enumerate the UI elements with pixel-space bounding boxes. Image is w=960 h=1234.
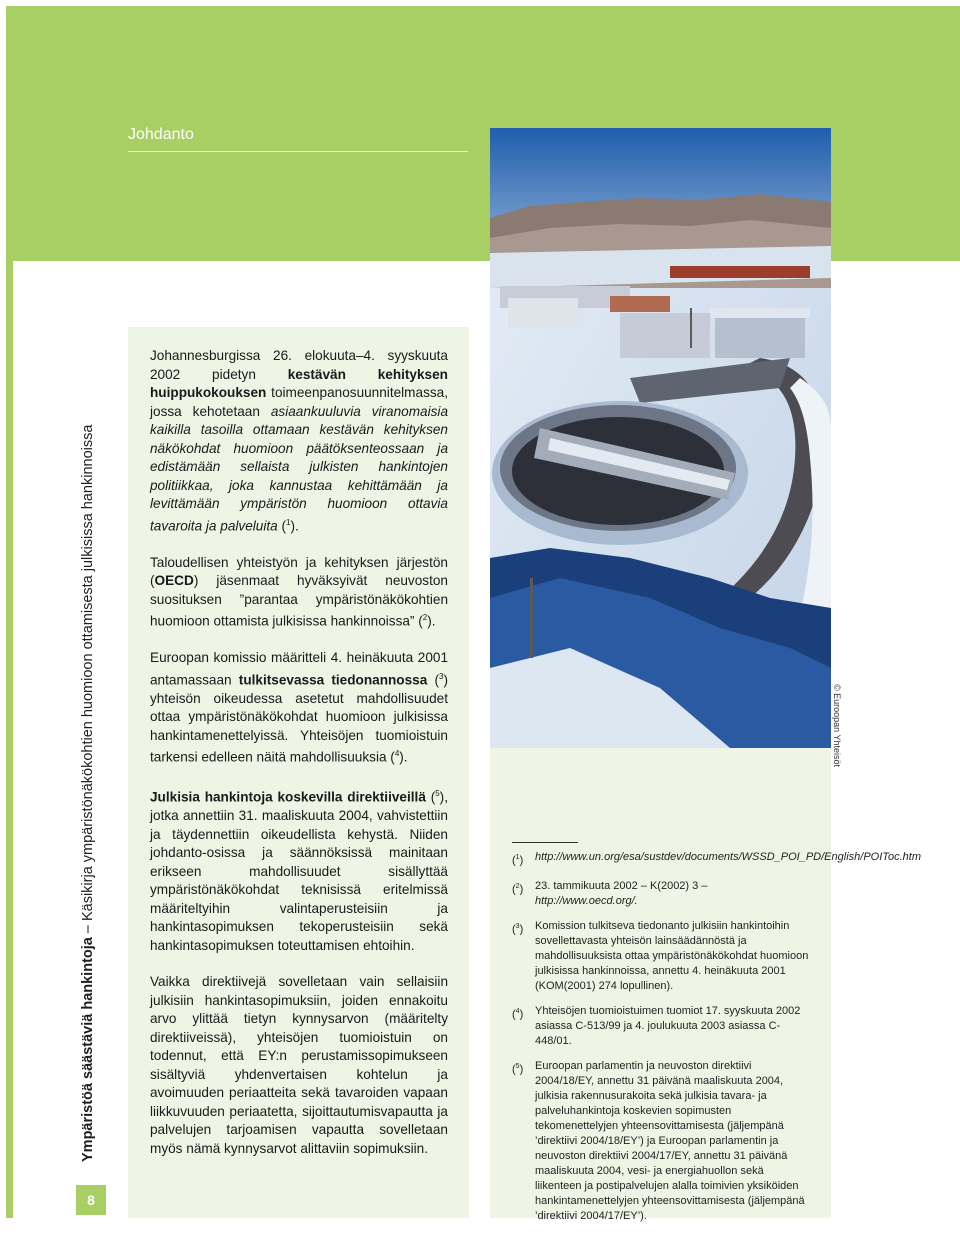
p1-italic-quote: asiaankuuluvia viranomaisia kaikilla tasoilla ottamaan kestävän kehityksen näkökohdat huomioon päätöksenteossaan ja edistämään sellaista julkisten hankintojen politiikkaa, joka kannustaa kehittämään ja levittämään ympäristön huomioon ottavia tavaroita ja palveluita [150,403,448,534]
footnote-body: 23. tammikuuta 2002 – K(2002) 3 – [535,879,708,892]
spine-title-bold: Ympäristöä säästäviä hankintoja [80,937,96,1162]
footnote-number: ($^1$) [512,854,524,867]
footnote-number-value: 3 [515,922,520,930]
section-title-rule [128,151,468,152]
main-text [150,347,448,1176]
footnote-2 [512,879,812,909]
paragraph-5: Vaikka direktiivejä sovelletaan vain sellaisiin julkisiin hankintasopimuksiin, joiden ennakoitu arvo ylittää tietyn kynnysarvon (määritelty direktiiveissä), yhteisöjen tuomioistuin on todennut, että EY:n perustamissopimukseen sisältyviä yhdenvertaisen kohtelun ja avoimuuden periaatteita sekä tavaroiden vapaan liikkuvuuden periaatetta, sijoittautumisvapautta ja palvelujen tarjoamisen vapautta sovelletaan myös nämä kynnysarvot alittaviin sopimuksiin. [150,974,448,1156]
footnote-text: Komission tulkitseva tiedonanto julkisiin hankintoihin sovellettavasta yhteisön lainsäädännöstä ja mahdollisuuksista ottaa ympäristönäkökohdat huomioon julkisissa hankinnoissa, annettu 4. heinäkuuta 2001 (KOM(2001) 274 lopullinen). [535,919,809,992]
footnote-number-value: 5 [515,1062,520,1070]
p1-bold: kestävän kehityksen huippukokouksen [150,366,448,400]
aerial-photo-image [490,128,831,748]
footnote-text [535,879,812,909]
paragraph-2 [150,554,448,632]
p4-text-c: ), jotka annettiin 31. maaliskuuta 2004, vahvistettiin ja täydennettiin oikeudellista kehystä. Niiden johdanto-osissa ja säännöksissä mainitaan erikseen mahdollisuudet sisällyttää ympäristönäkökohdat teknisissä eritelmissä määriteltyihin valintaperusteisiin ja hankintasopimuksen tekoperusteisiin sekä hankintasopimuksen toteuttamisen ehtoihin. [150,789,448,953]
footnote-ref-4: 4 [394,749,400,759]
footnote-ref-1: 1 [286,517,291,527]
photo-credit: © Euroopan Yhteisöt [832,684,842,768]
left-green-strip [6,261,13,1218]
paragraph-3 [150,649,448,767]
footnote-ref-3: 3 [439,671,444,681]
footnote-text: Euroopan parlamentin ja neuvoston direktiivi 2004/18/EY, annettu 31 päivänä maaliskuuta 2004, julkisia rakennusurakoita sekä julkisia tavara- ja palveluhankintoja koskevien sopimusten tekomenettelyjen yhteensovittamisesta (jäljempänä ’direktiivi 2004/18/EY’) ja Euroopan parlamentin ja neuvoston direktiivi 2004/17/EY, annettu 31 päivänä maaliskuuta 2004, vesi- ja energiahuollon sekä liikenteen ja postipalvelujen alalla toimivien yksiköiden hankintamenettelyjen yhteensovittamisesta (jäljempänä ’direktiivi 2004/17/EY’). [535,1059,805,1222]
footnote-link[interactable]: http://www.un.org/esa/sustdev/documents/WSSD_POI_PD/English/POIToc.htm [535,851,921,863]
aerial-photo [490,128,831,748]
p3-text-c: ( [427,672,439,688]
page-number: 8 [76,1185,106,1215]
footnote-number: ($^4$) [512,1007,524,1021]
p1-text-a: Johannesburgissa 26. elokuuta–4. syyskuuta 2002 pidetyn [150,348,448,382]
p2-bold-oecd: OECD [154,573,194,589]
footnote-text [535,850,921,869]
section-title: Johdanto [128,126,194,143]
footnote-text: Yhteisöjen tuomioistuimen tuomiot 17. syyskuuta 2002 asiassa C-513/99 ja 4. joulukuuta 2003 asiassa C-448/01. [535,1004,801,1047]
p1-text-e: ). [290,518,299,534]
footnote-link[interactable]: http://www.oecd.org/. [535,894,638,907]
footnote-4 [512,1004,812,1049]
paragraph-4 [150,785,448,955]
footnotes [512,850,921,1234]
footnote-number-value: 2 [515,882,520,890]
p1-text-c: toimeenpanosuunnitelmassa, jossa kehotetaan [150,385,448,419]
p2-text-d: ). [427,613,436,629]
p3-text-a: Euroopan komissio määritteli 4. heinäkuuta 2001 antamassaan [150,650,448,688]
footnote-number: ($^5$) [512,1062,524,1076]
footnote-1 [512,850,921,869]
p2-text-c: ) jäsenmaat hyväksyivät neuvoston suosituksen ”parantaa ympäristönäkökohtien huomioon ottamista julkisissa hankinnoissa” ( [150,573,448,629]
spine-title [80,425,96,1162]
footnote-rule [512,842,578,843]
spine-title-rest: – Käsikirja ympäristönäkökohtien huomioon ottamisesta julkisissa hankinnoissa [80,424,96,938]
footnote-number-value: 1 [515,854,520,861]
p4-text-b: ( [425,789,436,805]
paragraph-1: Johannesburgissa 26. elokuuta–4. syyskuuta 2002 pidetyn kestävän kehityksen huippukokouksen toimeenpanosuunnitelmassa, jossa kehotetaan asiaankuuluvia viranomaisia kaikilla tasoilla ottamaan kestävän kehityksen näkökohdat huomioon päätöksenteossaan ja edistämään sellaista julkisten hankintojen politiikkaa, joka kannustaa kehittämään ja levittämään ympäristön huomioon ottavia tavaroita ja palveluita ($^1$). [150,348,448,534]
footnote-5 [512,1059,812,1224]
footnote-3 [512,919,812,994]
footnote-number-value: 4 [515,1007,520,1015]
p3-bold: tulkitsevassa tiedonannossa [238,672,428,688]
footnote-ref-2: 2 [422,613,428,623]
p3-text-e: ). [399,749,408,765]
p2-text-a: Taloudellisen yhteistyön ja kehityksen järjestön ( [150,554,448,589]
p4-bold: Julkisia hankintoja koskevilla direktiiveillä [150,789,426,805]
footnote-ref-5: 5 [435,789,440,799]
footnote-number: ($^3$) [512,922,524,936]
footnote-number: ($^2$) [512,882,524,896]
p3-text-d: ) yhteisön oikeudessa asetetut mahdollisuudet ottaa ympäristönäkökohdat huomioon julkisissa hankintamenettelyissä. Yhteisöjen tuomioistuin tarkensi edelleen näitä mahdollisuuksia ( [150,672,448,765]
